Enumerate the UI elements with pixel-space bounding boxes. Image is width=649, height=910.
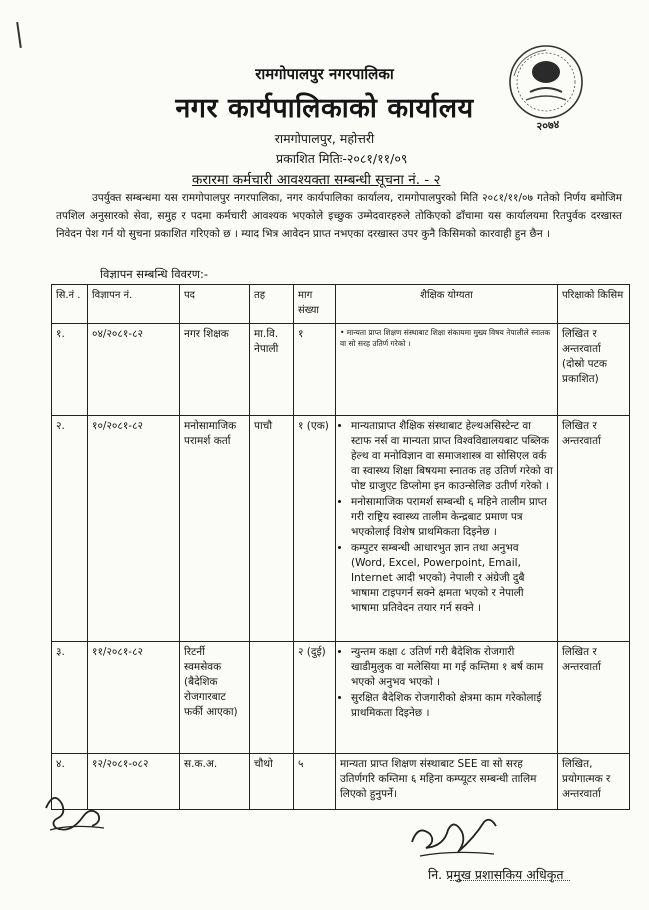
qualification-item: • न्युन्तम कक्षा ८ उतिर्ण गरी बैदेशिक रोजगारी खाडीमुलुक वा मलेसिया मा गई कम्तिमा १ बर्ष काम भएको अनुभव भएको । — [351, 645, 553, 690]
cell-exam: लिखित र अन्तरवार्ता — [558, 642, 630, 754]
seal-year: २०७४ — [535, 117, 561, 134]
cell-qualification — [336, 754, 558, 810]
cell-exam: लिखित र अन्तरवार्ता — [558, 416, 630, 642]
table-row — [52, 416, 630, 642]
cell-exam: लिखित, प्रयोगात्मक र अन्तरवार्ता — [558, 754, 630, 810]
cell-qualification — [336, 324, 558, 416]
cell-ad-no: १२/२०८१-०८२ — [88, 754, 180, 810]
qualification-item: • मान्यताप्राप्त शैक्षिक संस्थाबाट हेल्थअसिस्टेन्ट वा स्टाफ नर्स वा मान्यता प्राप्त विश्वविद्यालयबाट पब्लिक हेल्थ वा मनोविज्ञान वा समाजशास्त्र वा सोसिएल वर्क वा स्वास्थ्य शिक्षा बिषयमा स्नातक तह उतिर्ण गरेको वा पोष्ट ग्राजुएट डिप्लोमा इन काउन्सेलिङ उतीर्ण गरेको । — [351, 419, 553, 494]
published-date: प्रकाशित मितिः-२०८१/११/०९ — [276, 151, 408, 166]
cell-qualification — [336, 416, 558, 642]
table-row — [52, 324, 630, 416]
cell-sn: ३. — [52, 642, 88, 754]
cell-level: पाचौ — [250, 416, 294, 642]
signature-dotted-line — [450, 880, 570, 881]
officer-signature-icon — [404, 812, 504, 872]
header-post: पद — [180, 285, 250, 324]
cell-post: रिटर्नी स्वमसेवक (बैदेशिक रोजगारबाट फर्की आएका) — [180, 642, 250, 754]
cell-exam: लिखित र अन्तरवार्ता (दोस्रो पटक प्रकाशित) — [558, 324, 630, 416]
cell-ad-no: ११/२०८१-८२ — [88, 642, 180, 754]
vacancy-table — [51, 284, 630, 810]
qualification-item: • मनोसामाजिक परामर्श सम्बन्धी ६ महिने तालीम प्राप्त गरी राष्ट्रिय स्वास्थ्य तालीम केन्द्रबाट प्रमाण पत्र भएकोलाई विशेष प्राथमिकता दिइनेछ । — [351, 495, 553, 540]
header-level: तह — [250, 285, 294, 324]
table-header-row — [52, 285, 630, 324]
municipality-name: रामगोपालपुर नगरपालिका — [255, 65, 394, 83]
cell-level: मा.वि. नेपाली — [250, 324, 294, 416]
header-qualification: शैक्षिक योग्यता — [336, 285, 558, 324]
cell-level — [250, 642, 294, 754]
cell-sn: २. — [52, 416, 88, 642]
header-exam: परिक्षाको किसिम — [558, 285, 630, 324]
cell-count: २ (दुई) — [294, 642, 336, 754]
table-row — [52, 642, 630, 754]
qualification-item: • कम्पुटर सम्बन्धी आधारभुत ज्ञान तथा अनुभव (Word, Excel, Powerpoint, Email, Internet आदी भएको) नेपाली र अंग्रेजी दुबै भाषामा टाइपगर्न सक्ने क्षमता भएको र नेपाली भाषामा प्रतिवेदन तयार गर्न सक्ने । — [351, 541, 553, 616]
qualification-item: • सुरक्षित बैदेशिक रोजगारीको क्षेत्रमा काम गरेकोलाई प्राथमिकता दिइनेछ । — [351, 691, 553, 721]
office-name: नगर कार्यपालिकाको कार्यालय — [175, 93, 474, 124]
intro-paragraph: उपर्युक्त सम्बन्धमा यस रामगोपालपुर नगरपालिका, नगर कार्यपालिका कार्यालय, रामगोपालपुरको मिति २०८१/११/०७ गतेको निर्णय बमोजिम तपशिल अनुसारको सेवा, समुह र पदमा कर्मचारी आवश्यक भएकोले इच्छुक उम्मेदवारहरुले तोकिएको ढाँचामा यस कार्यालयमा रितपुर्वक दरखास्त निवेदन पेश गर्न यो सुचना प्रकाशित गरिएको छ । म्याद भित्र आवेदन प्राप्त नभएका दरखास्त उपर कुनै किसिमको कारवाही हुन छैन । — [56, 192, 622, 240]
cell-count: १ — [294, 324, 336, 416]
cell-qualification — [336, 642, 558, 754]
header-ad-no: विज्ञापन नं. — [88, 285, 180, 324]
cell-level: चौथो — [250, 754, 294, 810]
qualification-text: • मान्यता प्राप्त शिक्षण संस्थाबाट शिक्षा संकायमा मुख्य विषय नेपालीले स्नातक वा सो सरह उतिर्ण गरेको । — [340, 328, 551, 348]
cell-ad-no: १०/२०८१-८२ — [88, 416, 180, 642]
initials-signature-icon — [40, 788, 110, 836]
header-sn: सि.नं . — [52, 285, 88, 324]
notice-title: करारमा कर्मचारी आवश्यक्ता सम्बन्धी सूचना नं. - २ — [192, 172, 441, 188]
signatory-title: नि. प्रमुख प्रशासकिय अधिकृत — [428, 867, 564, 882]
cell-post: नगर शिक्षक — [180, 324, 250, 416]
pen-mark — [16, 22, 22, 48]
table-row — [52, 754, 630, 810]
cell-post: स.क.अ. — [180, 754, 250, 810]
ad-details-label: विज्ञापन सम्बन्धि विवरण:- — [100, 267, 209, 281]
cell-count: १ (एक) — [294, 416, 336, 642]
cell-sn: १. — [52, 324, 88, 416]
cell-count: ५ — [294, 754, 336, 810]
qualification-text: मान्यता प्राप्त शिक्षण संस्थाबाट SEE वा सो सरह उतिर्णगरि कम्तिमा ६ महिना कम्प्यूटर सम्बन्धी तालिम लिएको हुनुपर्ने। — [340, 758, 537, 800]
cell-sn: ४. — [52, 754, 88, 810]
office-address: रामगोपालपुर, महोत्तरी — [274, 131, 375, 146]
cell-ad-no: ०४/२०८१-८२ — [88, 324, 180, 416]
cell-post: मनोसामाजिक परामर्श कर्ता — [180, 416, 250, 642]
header-count: माग संख्या — [294, 285, 336, 324]
